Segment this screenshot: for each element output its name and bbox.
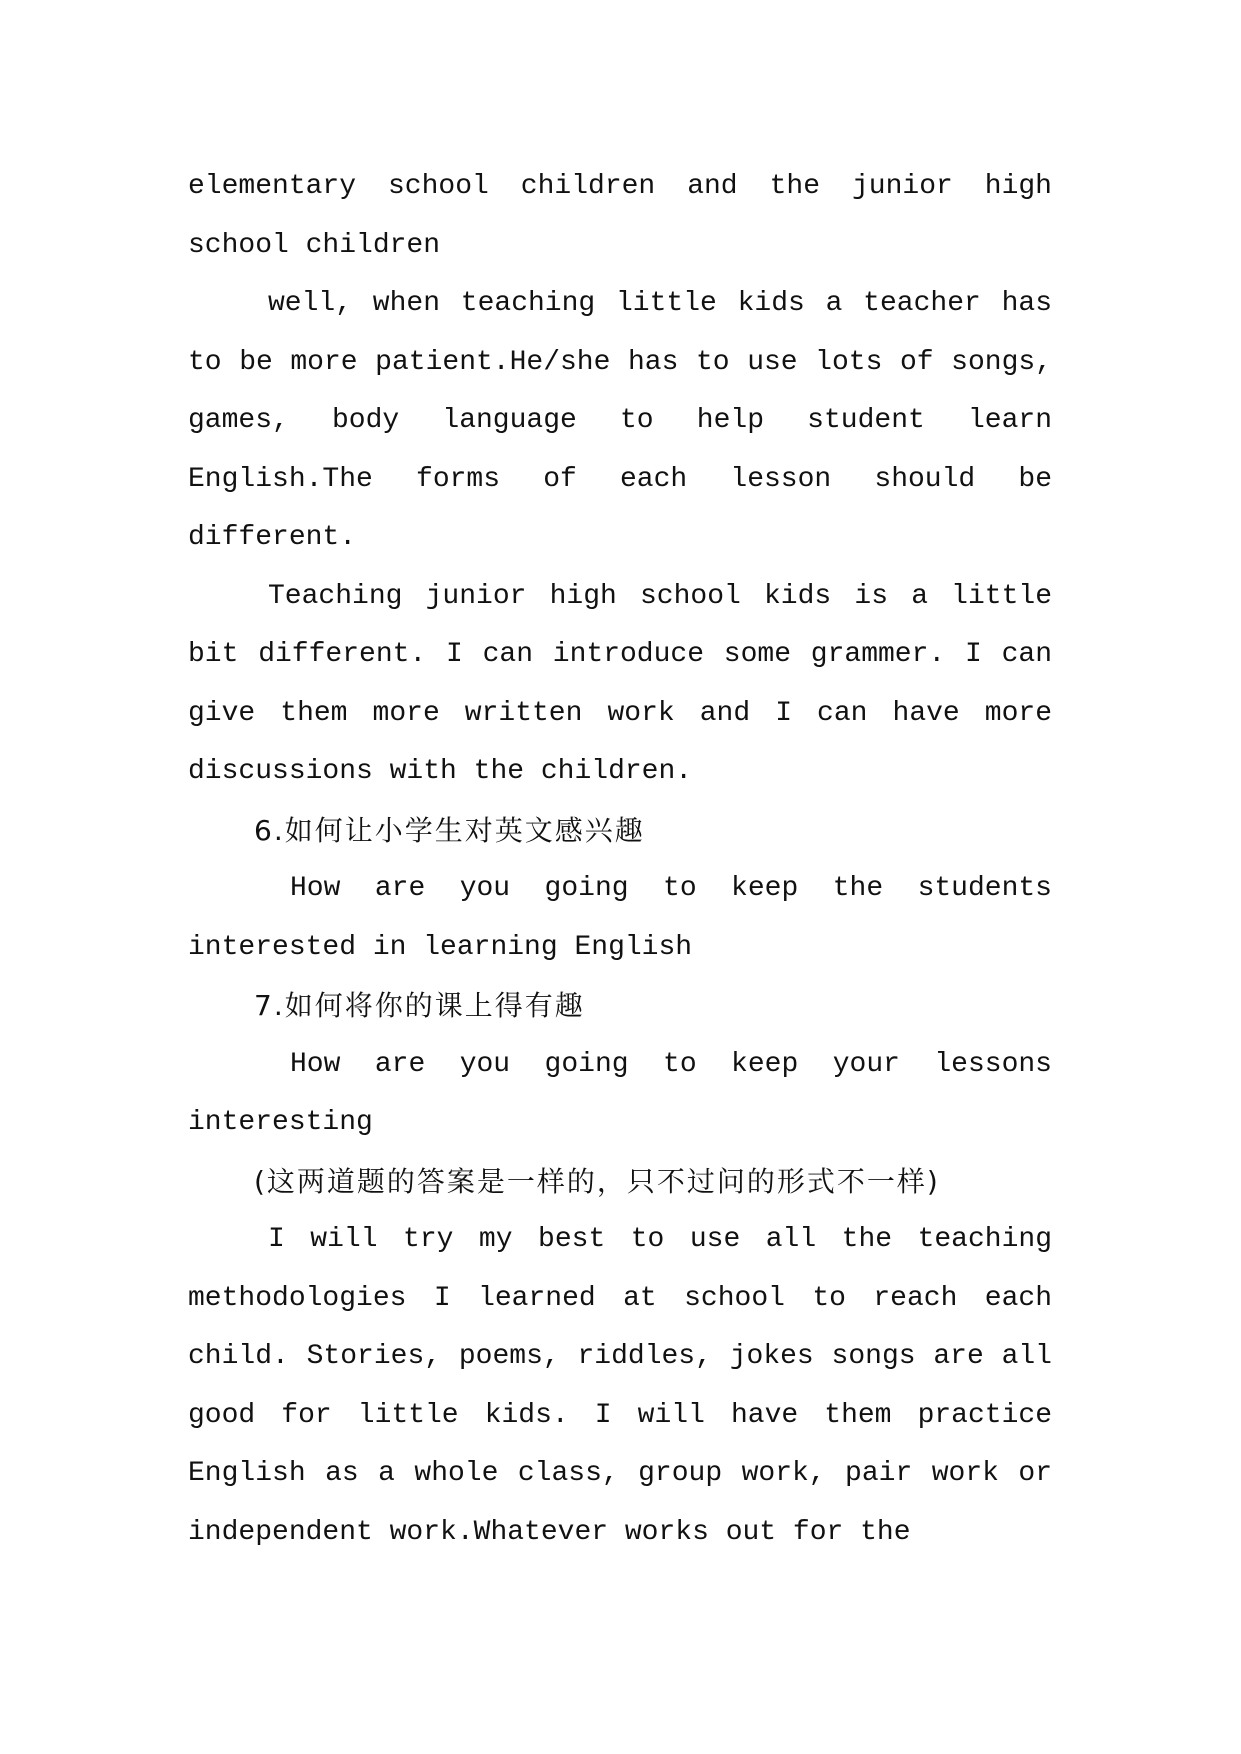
paragraph-answer-junior-high: Teaching junior high school kids is a little bit different. I can introduce some grammer. I can give them more written work and I can have more discussions with the children. bbox=[188, 580, 1052, 787]
paragraph-answer-kids: well, when teaching little kids a teacher has to be more patient.He/she has to use lots of songs, games, body language to help student learn English.The forms of each lesson should be different. bbox=[188, 288, 1052, 553]
document-page bbox=[188, 158, 1052, 1562]
paragraph-answer-methods: I will try my best to use all the teaching methodologies I learned at school to reach each child. Stories, poems, riddles, jokes songs are all good for little kids. I will have them practice English as a whole class, group work, pair work or independent work.Whatever works out for the bbox=[188, 1224, 1052, 1548]
question-7-english: How are you going to keep your lessons interesting bbox=[188, 1048, 1052, 1138]
paragraph-question-heading: elementary school children and the junior high school children bbox=[188, 171, 1052, 261]
note-chinese: (这两道题的答案是一样的，只不过问的形式不一样) bbox=[254, 1164, 940, 1198]
question-6-english: How are you going to keep the students interested in learning English bbox=[188, 873, 1052, 963]
question-6-chinese: 6.如何让小学生对英文感兴趣 bbox=[254, 813, 645, 847]
question-7-chinese: 7.如何将你的课上得有趣 bbox=[254, 989, 585, 1022]
